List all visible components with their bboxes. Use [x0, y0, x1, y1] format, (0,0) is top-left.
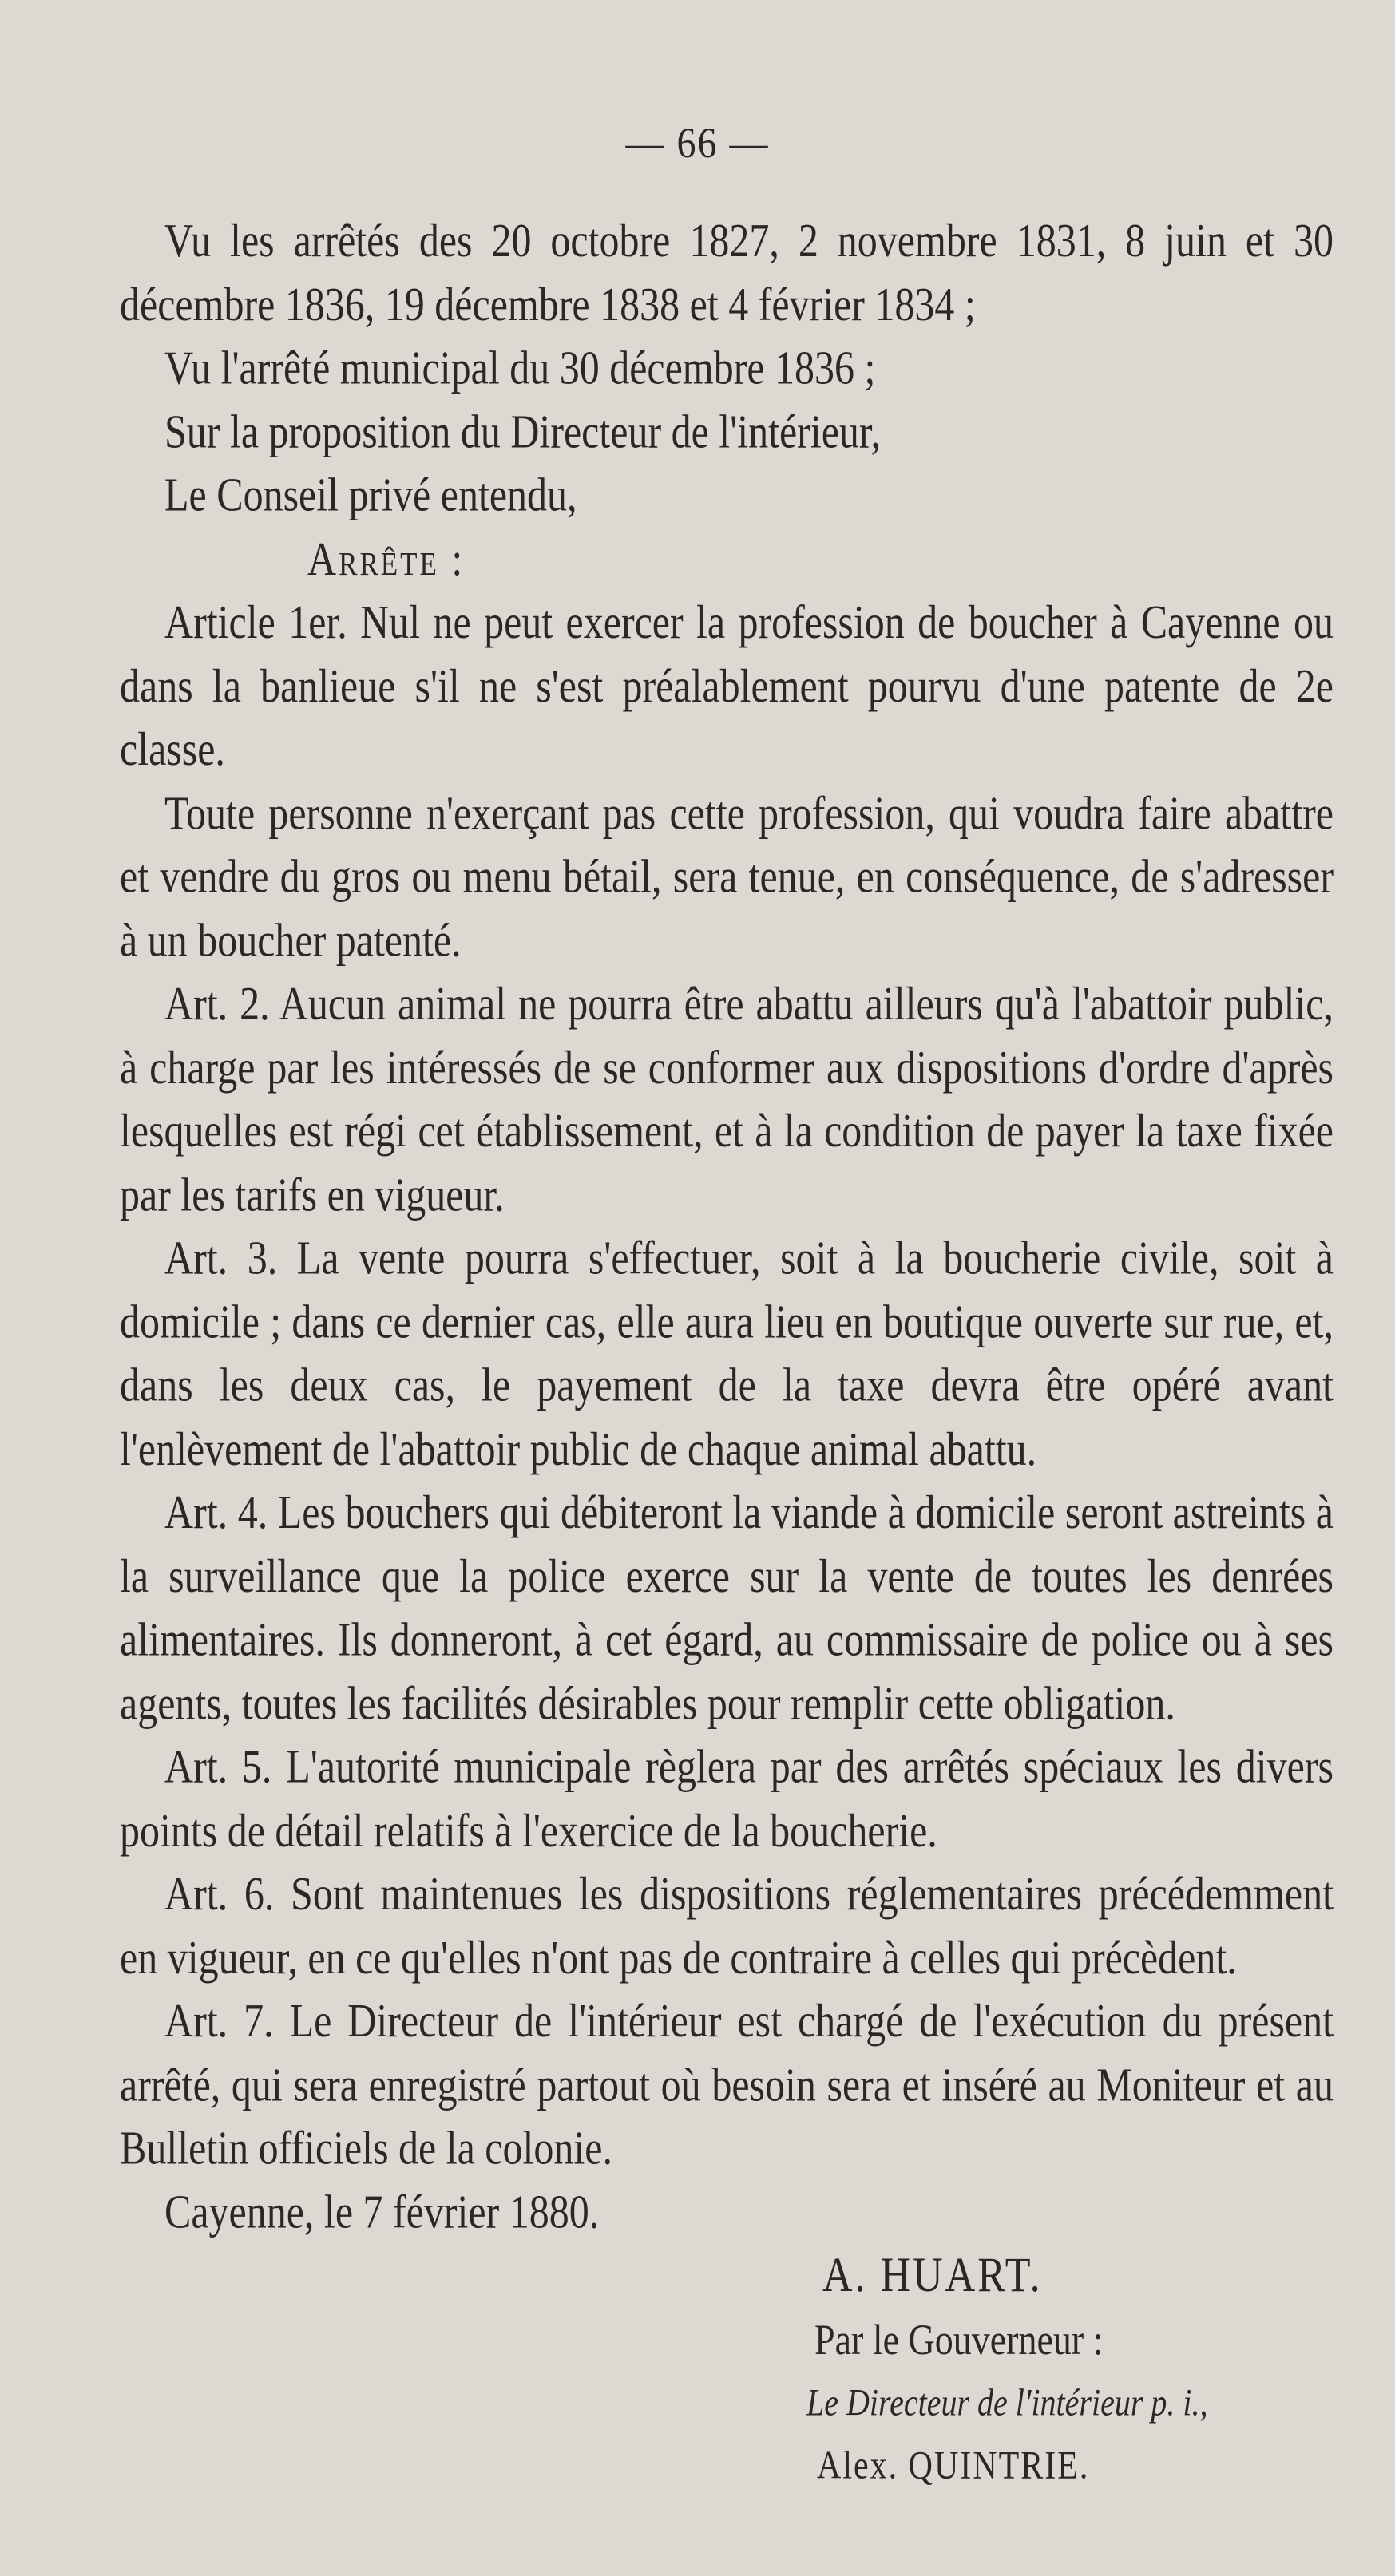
preamble-paragraph-4: Le Conseil privé entendu, — [164, 468, 577, 521]
article-7: Art. 7. Le Directeur de l'intérieur est chargé de l'exécution du présent arrêté, qui sera enregistré partout où besoin sera et inséré au Moniteur et au Bulletin officiels de la colonie. — [120, 1994, 1334, 2174]
article-3: Art. 3. La vente pourra s'effectuer, soit à la boucherie civile, soit à domicile ; dans ce dernier cas, elle aura lieu en boutique ouverte sur rue, et, dans les deux cas, le payement de la taxe devra être opéré avant l'enlèvement de l'abattoir public de chaque animal abattu. — [120, 1231, 1334, 1475]
article-4: Art. 4. Les bouchers qui débiteront la viande à domicile seront astreints à la surveillance que la police exerce sur la vente de toutes les denrées alimentaires. Ils donneront, à cet égard, au commissaire de police ou à ses agents, toutes les facilités désirables pour remplir cette obligation. — [120, 1485, 1334, 1729]
article-5: Art. 5. L'autorité municipale règlera par des arrêtés spéciaux les divers points de détail relatifs à l'exercice de la boucherie. — [120, 1739, 1334, 1857]
page-number: — 66 — — [625, 119, 770, 168]
preamble-paragraph-2: Vu l'arrêté municipal du 30 décembre 1836 ; — [164, 341, 876, 394]
preamble-paragraph-1: Vu les arrêtés des 20 octobre 1827, 2 novembre 1831, 8 juin et 30 décembre 1836, 19 décembre 1838 et 4 février 1834 ; — [120, 213, 1334, 330]
article-1: Article 1er. Nul ne peut exercer la profession de boucher à Cayenne ou dans la banlieue s'il ne s'est préalablement pourvu d'une patente de 2e classe. — [120, 595, 1334, 776]
preamble-paragraph-3: Sur la proposition du Directeur de l'intérieur, — [164, 404, 882, 457]
document-body — [120, 209, 1334, 2498]
article-6: Art. 6. Sont maintenues les dispositions réglementaires précédemment en vigueur, en ce qu'elles n'ont pas de contraire à celles qui précèdent. — [120, 1866, 1334, 1984]
article-1-continuation: Toute personne n'exerçant pas cette profession, qui voudra faire abattre et vendre du gros ou menu bétail, sera tenue, en conséquence, de s'adresser à un boucher patenté. — [120, 785, 1334, 967]
by-order-line: Par le Gouverneur : — [814, 2314, 1104, 2364]
place-and-date: Cayenne, le 7 février 1880. — [164, 2185, 600, 2238]
director-title: Le Directeur de l'intérieur p. i., — [806, 2381, 1208, 2424]
signatory-name: A. HUART. — [822, 2248, 1043, 2302]
director-name: Alex. QUINTRIE. — [817, 2443, 1090, 2487]
article-2: Art. 2. Aucun animal ne pourra être abattu ailleurs qu'à l'abattoir public, à charge par les intéressés de se conformer aux dispositions d'ordre d'après lesquelles est régi cet établissement, et à la condition de payer la taxe fixée par les tarifs en vigueur. — [120, 976, 1334, 1221]
decree-heading: Arrête : — [307, 532, 466, 585]
